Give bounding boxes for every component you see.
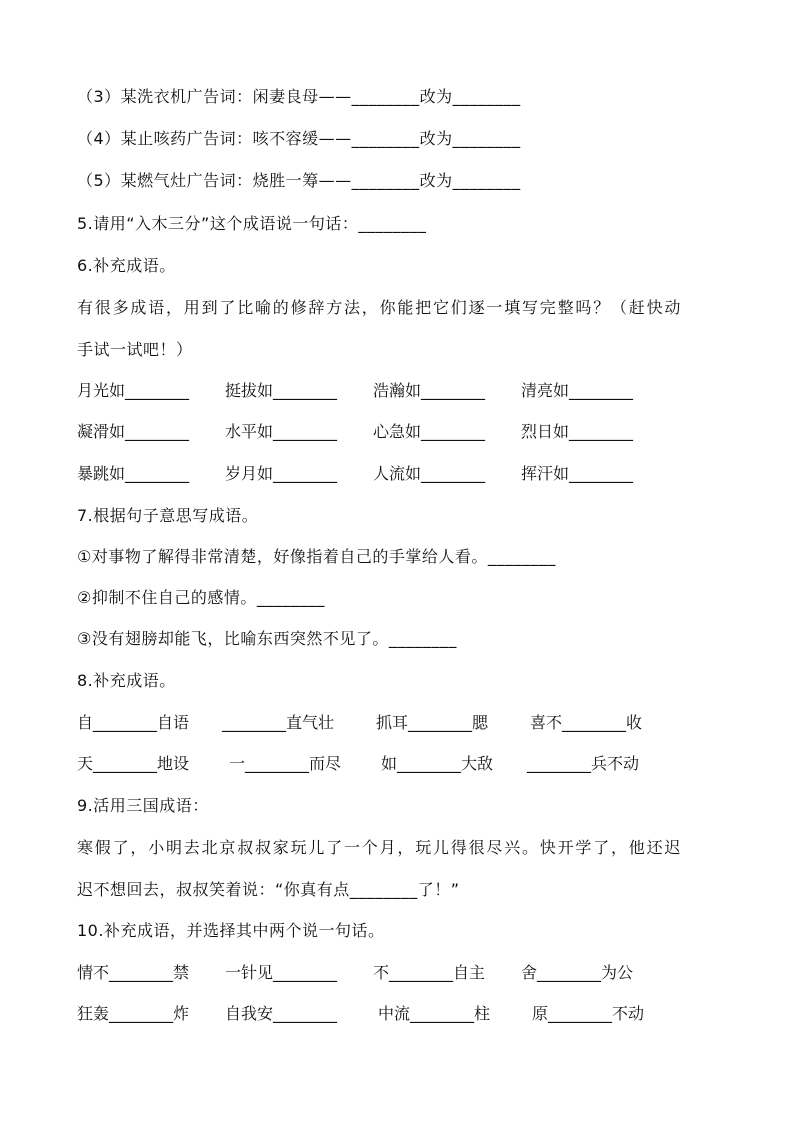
question-7-item-3: ③没有翅膀却能飞，比喻东西突然不见了。________ [77,629,457,648]
q6-idiom-cell: 清亮如________ [521,381,634,400]
q6-idiom-cell: 心急如________ [373,422,486,441]
question-9-line2: 迟不想回去，叔叔笑着说：“你真有点________了！” [77,880,460,899]
question-7-title: 7.根据句子意思写成语。 [77,506,259,525]
q10-idiom-cell: 原________不动 [532,1004,645,1023]
ad-item-5: （5）某燃气灶广告词：烧胜一筹——________改为________ [77,171,521,190]
q6-idiom-cell: 水平如________ [225,422,338,441]
q6-idiom-cell: 烈日如________ [521,422,634,441]
question-6-intro-line1: 有很多成语，用到了比喻的修辞方法，你能把它们逐一填写完整吗？（赶快动 [77,298,683,317]
q10-idiom-cell: 不________自主 [373,963,486,982]
q10-idiom-cell: 自我安________ [225,1004,338,1023]
q8-idiom-cell: 天________地设 [77,754,190,773]
question-9-title: 9.活用三国成语： [77,796,209,815]
q6-idiom-cell: 挺拔如________ [225,381,338,400]
q6-idiom-cell: 浩瀚如________ [373,381,486,400]
question-7-item-2: ②抑制不住自己的感情。________ [77,588,325,607]
question-10-title: 10.补充成语，并选择其中两个说一句话。 [77,921,385,940]
q10-idiom-cell: 一针见________ [225,963,338,982]
q6-idiom-cell: 人流如________ [373,464,486,483]
ad-item-4: （4）某止咳药广告词：咳不容缓——________改为________ [77,129,521,148]
q10-idiom-cell: 情不________禁 [77,963,190,982]
q6-idiom-cell: 月光如________ [77,381,190,400]
question-9-line1: 寒假了，小明去北京叔叔家玩儿了一个月，玩儿得很尽兴。快开学了，他还迟 [77,838,683,857]
question-7-item-1: ①对事物了解得非常清楚，好像指着自己的手掌给人看。________ [77,547,556,566]
question-6-title: 6.补充成语。 [77,256,176,275]
question-5: 5.请用“入木三分”这个成语说一句话：________ [77,214,427,233]
q8-idiom-cell: 抓耳________腮 [376,713,489,732]
question-6-intro-line2: 手试一试吧！） [77,340,193,359]
ad-item-3: （3）某洗衣机广告词：闲妻良母——________改为________ [77,87,521,106]
q8-idiom-cell: ________兵不动 [527,754,640,773]
q10-idiom-cell: 狂轰________炸 [77,1004,190,1023]
q6-idiom-cell: 挥汗如________ [521,464,634,483]
q8-idiom-cell: 一________而尽 [229,754,342,773]
q8-idiom-cell: ________直气壮 [222,713,335,732]
q6-idiom-cell: 暴跳如________ [77,464,190,483]
q6-idiom-cell: 岁月如________ [225,464,338,483]
q8-idiom-cell: 自________自语 [77,713,190,732]
question-8-title: 8.补充成语。 [77,671,176,690]
q6-idiom-cell: 凝滑如________ [77,422,190,441]
q10-idiom-cell: 中流________柱 [378,1004,491,1023]
q10-idiom-cell: 舍________为公 [521,963,634,982]
q8-idiom-cell: 如________大敌 [381,754,494,773]
q8-idiom-cell: 喜不________收 [530,713,643,732]
